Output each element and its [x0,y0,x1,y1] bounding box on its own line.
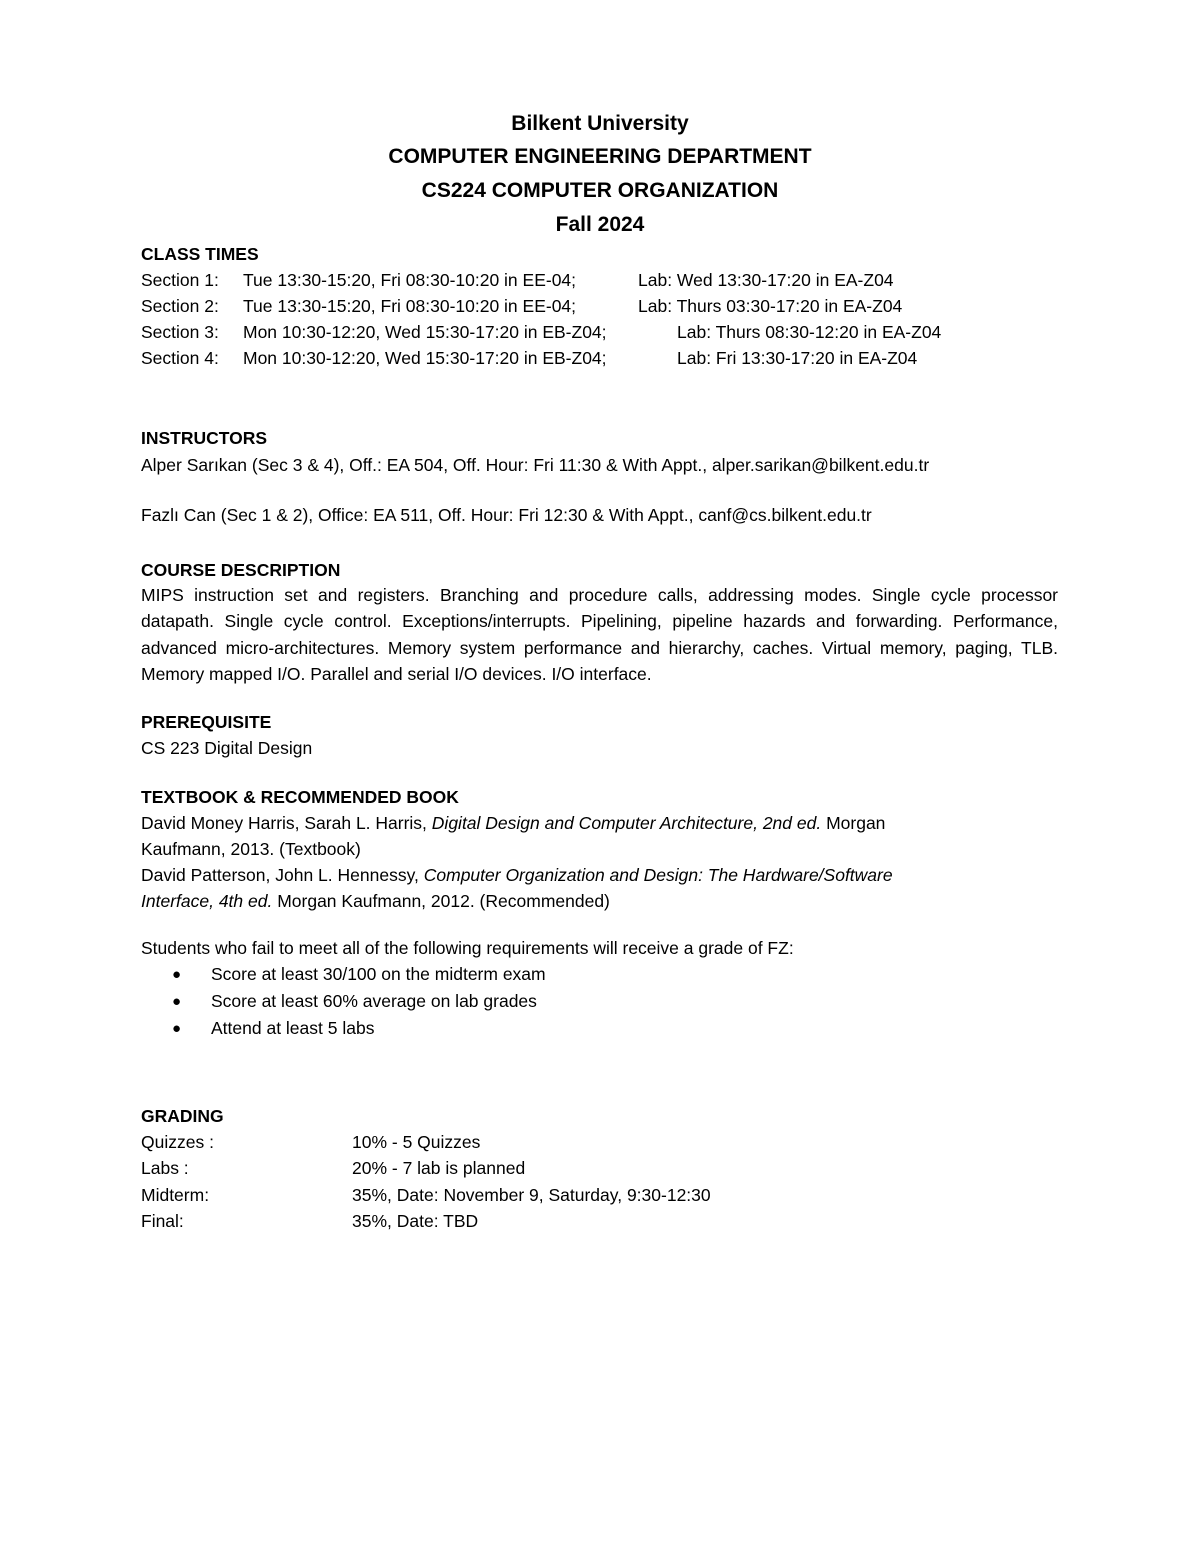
instructor-line: Alper Sarıkan (Sec 3 & 4), Off.: EA 504, Off. Hour: Fri 11:30 & With Appt., alper.sarikan@bilkent.edu.tr [141,455,930,475]
book-publisher: Kaufmann, 2013. (Textbook) [141,839,361,859]
requirement-text: Score at least 30/100 on the midterm exam [211,964,546,984]
book-publisher: Morgan Kaufmann, 2012. (Recommended) [272,891,610,911]
section-times: Tue 13:30-15:20, Fri 08:30-10:20 in EE-04; [243,296,577,316]
book-publisher: Morgan [821,813,886,833]
prerequisite-heading: PREREQUISITE [141,712,272,732]
grading-heading: GRADING [141,1106,224,1126]
requirement-text: Attend at least 5 labs [211,1018,375,1038]
grading-value: 10% - 5 Quizzes [352,1132,481,1152]
grading-label: Labs : [141,1158,189,1178]
textbook-line [141,891,610,912]
section-times: Mon 10:30-12:20, Wed 15:30-17:20 in EB-Z04; [243,348,607,368]
course-title: CS224 COMPUTER ORGANIZATION [421,179,779,202]
instructors-heading: INSTRUCTORS [141,428,268,448]
term-title: Fall 2024 [555,213,645,236]
course-description-heading: COURSE DESCRIPTION [141,560,341,580]
grading-value: 20% - 7 lab is planned [352,1158,526,1178]
bullet-icon: ● [172,966,182,983]
section-times: Tue 13:30-15:20, Fri 08:30-10:20 in EE-04; [243,270,577,290]
textbook-line [141,813,885,834]
section-lab: Lab: Fri 13:30-17:20 in EA-Z04 [677,348,918,368]
section-times: Mon 10:30-12:20, Wed 15:30-17:20 in EB-Z04; [243,322,607,342]
textbook-line [141,839,361,860]
university-title: Bilkent University [511,112,689,135]
class-times-heading: CLASS TIMES [141,244,259,264]
section-lab: Lab: Wed 13:30-17:20 in EA-Z04 [638,270,894,290]
grading-label: Quizzes : [141,1132,214,1152]
grading-label: Final: [141,1211,184,1231]
textbook-heading: TEXTBOOK & RECOMMENDED BOOK [141,787,459,807]
book-title: Digital Design and Computer Architecture, 2nd ed. [431,813,822,833]
section-label: Section 2: [141,296,219,316]
book-authors: David Money Harris, Sarah L. Harris, [141,813,432,833]
bullet-icon: ● [172,1020,182,1037]
section-label: Section 4: [141,348,219,368]
section-label: Section 1: [141,270,219,290]
prerequisite-text: CS 223 Digital Design [141,738,313,758]
book-title: Computer Organization and Design: The Hardware/Software [423,865,893,885]
instructor-line: Fazlı Can (Sec 1 & 2), Office: EA 511, Off. Hour: Fri 12:30 & With Appt., canf@cs.bilkent.edu.tr [141,505,872,525]
department-title: COMPUTER ENGINEERING DEPARTMENT [388,145,812,168]
textbook-line [141,865,893,886]
book-authors: David Patterson, John L. Hennessy, [141,865,424,885]
section-label: Section 3: [141,322,219,342]
requirement-text: Score at least 60% average on lab grades [211,991,537,1011]
section-lab: Lab: Thurs 03:30-17:20 in EA-Z04 [638,296,903,316]
requirements-intro: Students who fail to meet all of the following requirements will receive a grade of FZ: [141,938,794,958]
grading-value: 35%, Date: TBD [352,1211,479,1231]
section-lab: Lab: Thurs 08:30-12:20 in EA-Z04 [677,322,942,342]
bullet-icon: ● [172,993,182,1010]
course-description-text: MIPS instruction set and registers. Branching and procedure calls, addressing modes. Single cycle processor datapath. Single cycle control. Exceptions/interrupts. Pipelining, pipeline hazards and forwarding. Performance, advanced micro-architectures. Memory system performance and hierarchy, caches. Virtual memory, paging, TLB. Memory mapped I/O. Parallel and serial I/O devices. I/O interface. [141,585,1058,684]
grading-value: 35%, Date: November 9, Saturday, 9:30-12:30 [352,1185,711,1205]
book-title: Interface, 4th ed. [141,891,273,911]
grading-label: Midterm: [141,1185,210,1205]
